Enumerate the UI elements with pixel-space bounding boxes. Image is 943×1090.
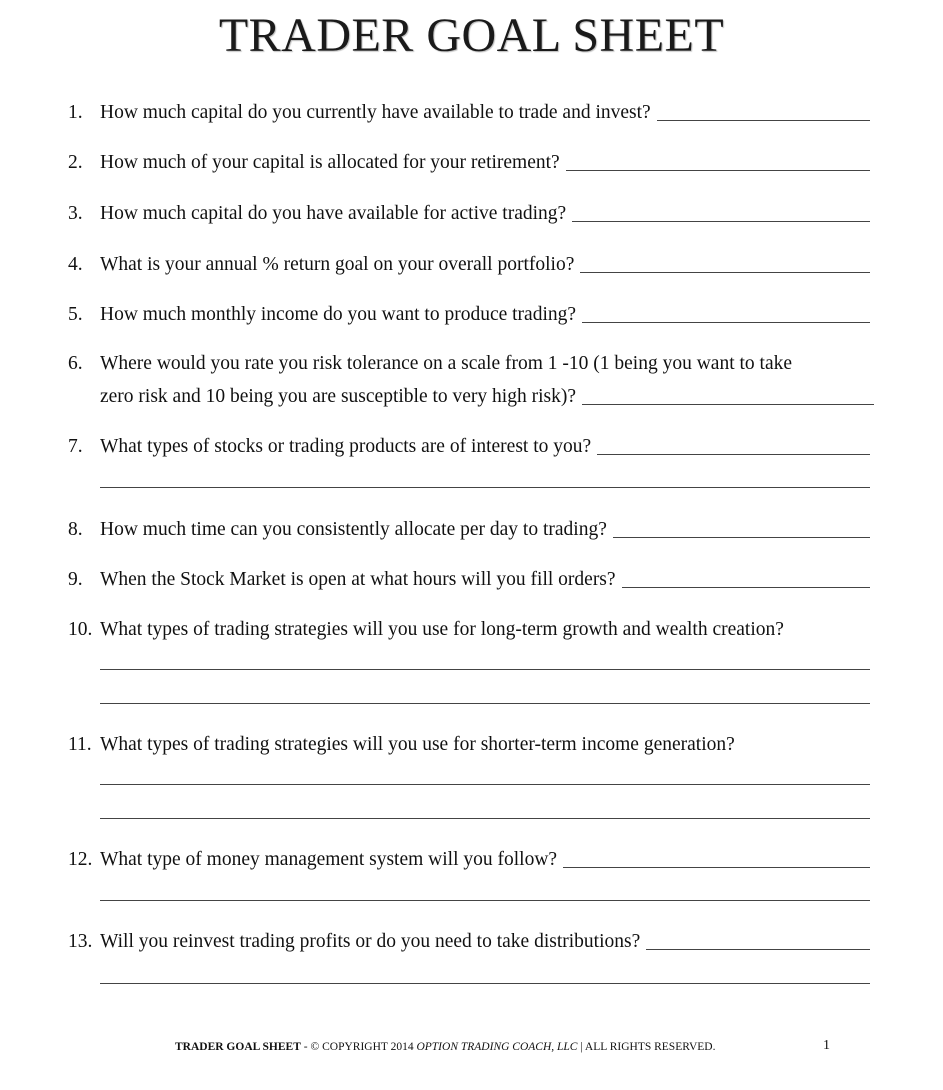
answer-blank-4[interactable] [580,272,870,273]
answer-blank-2[interactable] [566,170,870,171]
answer-blank-7[interactable] [597,454,870,455]
question-number: 5. [68,304,83,325]
question-4 [68,252,870,278]
answer-line-7b[interactable] [100,487,870,488]
answer-blank-6[interactable] [582,404,874,405]
question-number: 3. [68,203,83,224]
question-number: 12. [68,849,93,870]
question-text: What types of stocks or trading products are of interest to you? [100,436,592,457]
question-3 [68,201,870,227]
question-text: How much capital do you have available for active trading? [100,203,567,224]
question-2 [68,150,870,176]
answer-line-10a[interactable] [100,669,870,670]
answer-line-11b[interactable] [100,818,870,819]
answer-line-13b[interactable] [100,983,870,984]
question-11 [68,732,870,758]
question-text-line2: zero risk and 10 being you are susceptible to very high risk)? [100,386,576,407]
question-text: Where would you rate you risk tolerance on a scale from 1 -10 (1 being you want to take [100,353,793,374]
question-text: How much monthly income do you want to produce trading? [100,304,577,325]
question-5 [68,302,870,328]
answer-line-11a[interactable] [100,784,870,785]
question-number: 13. [68,931,93,952]
question-number: 2. [68,152,83,173]
question-number: 1. [68,102,83,123]
footer-title: TRADER GOAL SHEET [175,1041,301,1053]
answer-blank-9[interactable] [622,587,870,588]
question-text: What type of money management system will you follow? [100,849,558,870]
question-text: What is your annual % return goal on your overall portfolio? [100,254,575,275]
answer-blank-1[interactable] [657,120,870,121]
answer-blank-12[interactable] [563,867,870,868]
question-number: 9. [68,569,83,590]
question-9 [68,567,870,593]
question-number: 7. [68,436,83,457]
answer-line-10b[interactable] [100,703,870,704]
question-6 [68,351,870,377]
question-text: What types of trading strategies will you use for shorter-term income generation? [100,734,735,755]
question-text: Will you reinvest trading profits or do you need to take distributions? [100,931,641,952]
answer-blank-13[interactable] [646,949,870,950]
answer-line-12b[interactable] [100,900,870,901]
footer [175,1041,715,1053]
answer-blank-3[interactable] [572,221,870,222]
question-number: 11. [68,734,92,755]
question-1 [68,100,870,126]
footer-copyright: - © COPYRIGHT 2014 [300,1041,417,1053]
footer-company: OPTION TRADING COACH, LLC [416,1041,578,1053]
page-title: TRADER GOAL SHEET [218,9,725,62]
question-7 [68,434,870,460]
question-10 [68,617,870,643]
footer-rights: | ALL RIGHTS RESERVED. [577,1041,716,1053]
question-number: 8. [68,519,83,540]
question-text: How much of your capital is allocated for your retirement? [100,152,560,173]
question-13 [68,929,870,955]
question-6-continued [100,384,874,410]
question-12 [68,847,870,873]
answer-blank-5[interactable] [582,322,870,323]
question-text: How much time can you consistently allocate per day to trading? [100,519,607,540]
answer-blank-8[interactable] [613,537,870,538]
question-number: 6. [68,353,83,374]
question-number: 10. [68,619,93,640]
question-number: 4. [68,254,83,275]
question-text: How much capital do you currently have available to trade and invest? [100,102,651,123]
question-text: When the Stock Market is open at what hours will you fill orders? [100,569,616,590]
question-8 [68,517,870,543]
page-number: 1 [823,1038,830,1053]
question-text: What types of trading strategies will you use for long-term growth and wealth creation? [100,619,784,640]
